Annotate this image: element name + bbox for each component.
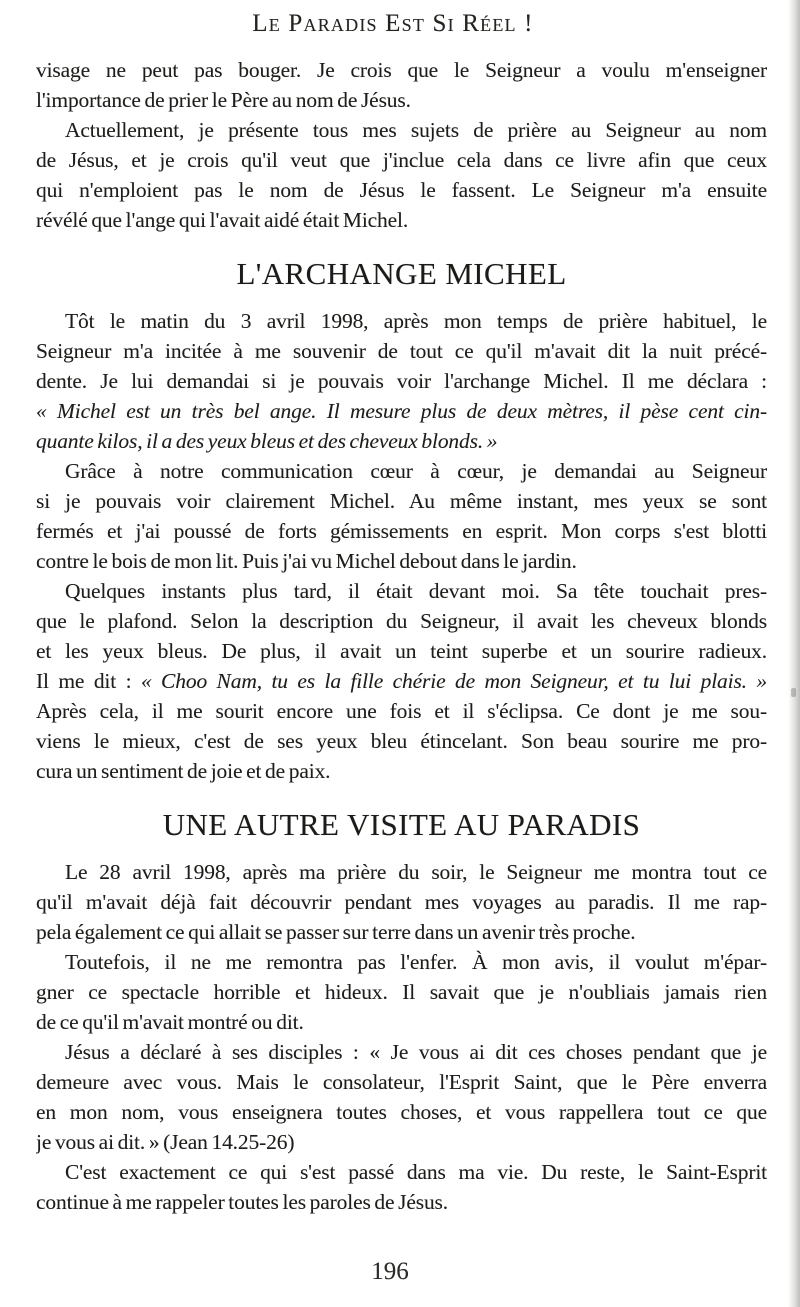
text-line (36, 857, 767, 887)
text-line (36, 205, 767, 235)
paragraph (36, 115, 767, 235)
text-line (36, 85, 767, 115)
text-line (36, 1127, 767, 1157)
text-line (36, 696, 767, 726)
text-segment: de ce qu'il m'avait montré ou dit. (36, 1010, 304, 1034)
section-heading: L'ARCHANGE MICHEL (236, 256, 567, 291)
text-segment: visage ne peut pas bouger. Je crois que le Seigneur a voulu m'enseigner (36, 58, 767, 82)
paragraph (36, 576, 767, 786)
text-segment: révélé que l'ange qui l'avait aidé était Michel. (36, 208, 409, 232)
text-line (36, 486, 767, 516)
text-segment: Le 28 avril 1998, après ma prière du soir, le Seigneur me montra tout ce (65, 860, 767, 884)
paragraph (36, 1037, 767, 1157)
text-segment: Tôt le matin du 3 avril 1998, après mon temps de prière habituel, le (65, 309, 767, 333)
text-segment: cura un sentiment de joie et de paix. (36, 759, 331, 783)
text-segment: Après cela, il me sourit encore une fois et il s'éclipsa. Ce dont je me sou- (36, 699, 767, 723)
paragraph (36, 456, 767, 576)
text-line (36, 426, 767, 456)
paragraph (36, 947, 767, 1037)
text-line (36, 887, 767, 917)
text-line (36, 606, 767, 636)
text-line (36, 115, 767, 145)
text-segment: C'est exactement ce qui s'est passé dans ma vie. Du reste, le Saint-Esprit (65, 1160, 767, 1184)
paragraph (36, 306, 767, 456)
page-number: 196 (371, 1258, 409, 1285)
text-segment: de Jésus, et je crois qu'il veut que j'inclue cela dans ce livre afin que ceux (36, 148, 767, 172)
text-line (36, 456, 767, 486)
text-segment: je vous ai dit. » (Jean 14.25-26) (36, 1130, 295, 1154)
text-segment: l'importance de prier le Père au nom de Jésus. (36, 88, 411, 112)
text-line (36, 1037, 767, 1067)
text-segment: que le plafond. Selon la description du Seigneur, il avait les cheveux blonds (36, 609, 767, 633)
italic-text-segment: « Choo Nam, tu es la fille chérie de mon Seigneur, et tu lui plais. » (140, 669, 767, 693)
scan-edge-shadow (788, 0, 800, 1307)
text-segment: Toutefois, il ne me remontra pas l'enfer. À mon avis, il voulut m'épar- (65, 950, 767, 974)
scan-artifact (791, 688, 796, 697)
section-heading: UNE AUTRE VISITE AU PARADIS (162, 807, 641, 842)
text-segment: qui n'emploient pas le nom de Jésus le fassent. Le Seigneur m'a ensuite (36, 178, 767, 202)
text-line (36, 666, 767, 696)
text-segment: Grâce à notre communication cœur à cœur, je demandai au Seigneur (65, 459, 767, 483)
text-line (36, 726, 767, 756)
text-line (36, 145, 767, 175)
text-line (36, 917, 767, 947)
text-segment: Actuellement, je présente tous mes sujets de prière au Seigneur au nom (65, 118, 767, 142)
text-line (36, 1187, 767, 1217)
text-segment: pela également ce qui allait se passer sur terre dans un avenir très proche. (36, 920, 636, 944)
italic-text-segment: quante kilos, il a des yeux bleus et des cheveux blonds. » (36, 429, 498, 453)
text-segment: demeure avec vous. Mais le consolateur, l'Esprit Saint, que le Père enverra (36, 1070, 767, 1094)
text-line (36, 756, 767, 786)
text-segment: Quelques instants plus tard, il était devant moi. Sa tête touchait pres- (65, 579, 767, 603)
text-segment: Jésus a déclaré à ses disciples : « Je vous ai dit ces choses pendant que je (65, 1040, 767, 1064)
text-segment: si je pouvais voir clairement Michel. Au même instant, mes yeux se sont (36, 489, 767, 513)
text-segment: dente. Je lui demandai si je pouvais voir l'archange Michel. Il me déclara : (36, 369, 767, 393)
text-segment: contre le bois de mon lit. Puis j'ai vu Michel debout dans le jardin. (36, 549, 577, 573)
text-line (36, 366, 767, 396)
text-line (36, 546, 767, 576)
text-line (36, 977, 767, 1007)
text-segment: viens le mieux, c'est de ses yeux bleu étincelant. Son beau sourire me pro- (36, 729, 767, 753)
paragraph (36, 857, 767, 947)
text-line (36, 306, 767, 336)
text-segment: et les yeux bleus. De plus, il avait un teint superbe et un sourire radieux. (36, 639, 767, 663)
text-line (36, 947, 767, 977)
text-segment: continue à me rappeler toutes les paroles de Jésus. (36, 1190, 448, 1214)
page-body (36, 55, 767, 1217)
text-segment: Seigneur m'a incitée à me souvenir de tout ce qu'il m'avait dit la nuit précé- (36, 339, 767, 363)
text-segment: fermés et j'ai poussé de forts gémissements en esprit. Mon corps s'est blotti (36, 519, 767, 543)
text-segment: qu'il m'avait déjà fait découvrir pendant mes voyages au paradis. Il me rap- (36, 890, 767, 914)
text-line (36, 516, 767, 546)
paragraph (36, 1157, 767, 1217)
text-line (36, 576, 767, 606)
text-segment: gner ce spectacle horrible et hideux. Il savait que je n'oubliais jamais rien (36, 980, 767, 1004)
text-line (36, 1007, 767, 1037)
text-segment: en mon nom, vous enseignera toutes choses, et vous rappellera tout ce que (36, 1100, 767, 1124)
italic-text-segment: « Michel est un très bel ange. Il mesure plus de deux mètres, il pèse cent cin- (36, 399, 767, 423)
text-line (36, 336, 767, 366)
running-header: Le Paradis Est Si Réel ! (252, 10, 534, 37)
text-segment: Il me dit : (36, 669, 141, 693)
text-line (36, 636, 767, 666)
paragraph (36, 55, 767, 115)
text-line (36, 55, 767, 85)
text-line (36, 1067, 767, 1097)
text-line (36, 1097, 767, 1127)
text-line (36, 175, 767, 205)
text-line (36, 396, 767, 426)
text-line (36, 1157, 767, 1187)
